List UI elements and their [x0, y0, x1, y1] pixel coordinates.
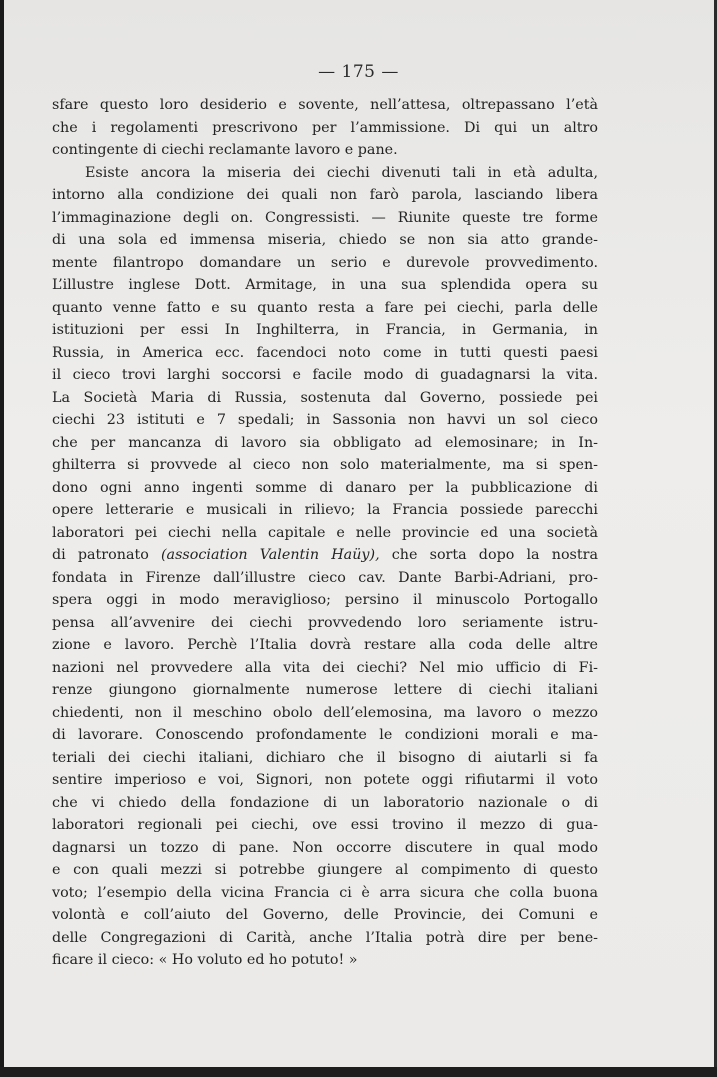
- text-line: dono ogni anno ingenti somme di danaro per la pubblicazione di: [52, 479, 598, 496]
- text-line: [52, 544, 598, 567]
- text-line: ciechi 23 istituti e 7 spedali; in Sassonia non havvi un sol cieco: [52, 412, 598, 428]
- text-line: istituzioni per essi In Inghilterra, in Francia, in Germania, in: [52, 322, 598, 338]
- text-line: laboratori regionali pei ciechi, ove essi trovino il mezzo di gua-: [52, 817, 598, 833]
- text-line: sentire imperioso e voi, Signori, non potete oggi rifiutarmi il voto: [52, 772, 598, 788]
- text-segment: di patronato: [52, 547, 161, 563]
- text-line: che vi chiedo della fondazione di un laboratorio nazionale o di: [52, 794, 598, 811]
- text-line: di lavorare. Conoscendo profondamente le condizioni morali e ma-: [52, 727, 598, 743]
- text-line: l’immaginazione degli on. Congressisti. — Riunite queste tre forme: [52, 209, 598, 226]
- text-line: sfare questo loro desiderio e sovente, nell’attesa, oltrepassano l’età: [52, 97, 598, 113]
- text-line: intorno alla condizione dei quali non farò parola, lasciando libera: [52, 187, 598, 203]
- text-line: Russia, in America ecc. facendoci noto come in tutti questi paesi: [52, 344, 598, 361]
- text-line: teriali dei ciechi italiani, dichiaro che il bisogno di aiutarli si fa: [52, 749, 598, 766]
- text-line: ficare il cieco: « Ho voluto ed ho potuto! »: [52, 952, 358, 968]
- text-line: di una sola ed immensa miseria, chiedo se non sia atto grande-: [52, 232, 598, 248]
- text-line: che i regolamenti prescrivono per l’ammissione. Di qui un altro: [52, 119, 598, 136]
- text-line: renze giungono giornalmente numerose lettere di ciechi italiani: [52, 682, 598, 698]
- text-line: e con quali mezzi si potrebbe giungere al compimento di questo: [52, 862, 598, 878]
- text-line: fondata in Firenze dall’illustre cieco cav. Dante Barbi-Adriani, pro-: [52, 569, 598, 586]
- text-line: voto; l’esempio della vicina Francia ci è arra sicura che colla buona: [52, 884, 598, 901]
- text-line: dagnarsi un tozzo di pane. Non occorre discutere in qual modo: [52, 839, 598, 856]
- page-number: — 175 —: [318, 62, 399, 82]
- text-line: laboratori pei ciechi nella capitale e nelle provincie ed una società: [52, 524, 598, 541]
- italic-phrase: (association Valentin Haüy),: [160, 547, 380, 563]
- text-segment: che sorta dopo la nostra: [379, 547, 598, 563]
- text-line: ghilterra si provvede al cieco non solo materialmente, ma si spen-: [52, 457, 598, 473]
- scan-border-left: [0, 0, 4, 1077]
- text-line: volontà e coll’aiuto del Governo, delle Provincie, dei Comuni e: [52, 907, 598, 923]
- text-line: spera oggi in modo meraviglioso; persino il minuscolo Portogallo: [52, 592, 598, 608]
- text-line: delle Congregazioni di Carità, anche l’Italia potrà dire per bene-: [52, 929, 598, 946]
- text-line: quanto venne fatto e su quanto resta a fare pei ciechi, parla delle: [52, 299, 598, 316]
- text-line: contingente di ciechi reclamante lavoro e pane.: [52, 142, 398, 158]
- text-line: Esiste ancora la miseria dei ciechi divenuti tali in età adulta,: [85, 164, 598, 181]
- text-line: L’illustre inglese Dott. Armitage, in una sua splendida opera su: [52, 277, 598, 293]
- text-line: che per mancanza di lavoro sia obbligato ad elemosinare; in In-: [52, 434, 598, 451]
- text-line: pensa all’avvenire dei ciechi provvedendo loro seriamente istru-: [52, 614, 598, 631]
- text-line: La Società Maria di Russia, sostenuta dal Governo, possiede pei: [52, 389, 598, 406]
- text-line: nazioni nel provvedere alla vita dei ciechi? Nel mio ufficio di Fi-: [52, 659, 598, 676]
- text-line: il cieco trovi larghi soccorsi e facile modo di guadagnarsi la vita.: [52, 367, 598, 383]
- text-line: chiedenti, non il meschino obolo dell’elemosina, ma lavoro o mezzo: [52, 704, 598, 721]
- text-line: zione e lavoro. Perchè l’Italia dovrà restare alla coda delle altre: [52, 637, 598, 653]
- scan-border-bottom: [0, 1067, 717, 1077]
- body-text: [52, 94, 598, 972]
- text-line: opere letterarie e musicali in rilievo; la Francia possiede parecchi: [52, 502, 598, 518]
- text-line: mente filantropo domandare un serio e durevole provvedimento.: [52, 254, 598, 271]
